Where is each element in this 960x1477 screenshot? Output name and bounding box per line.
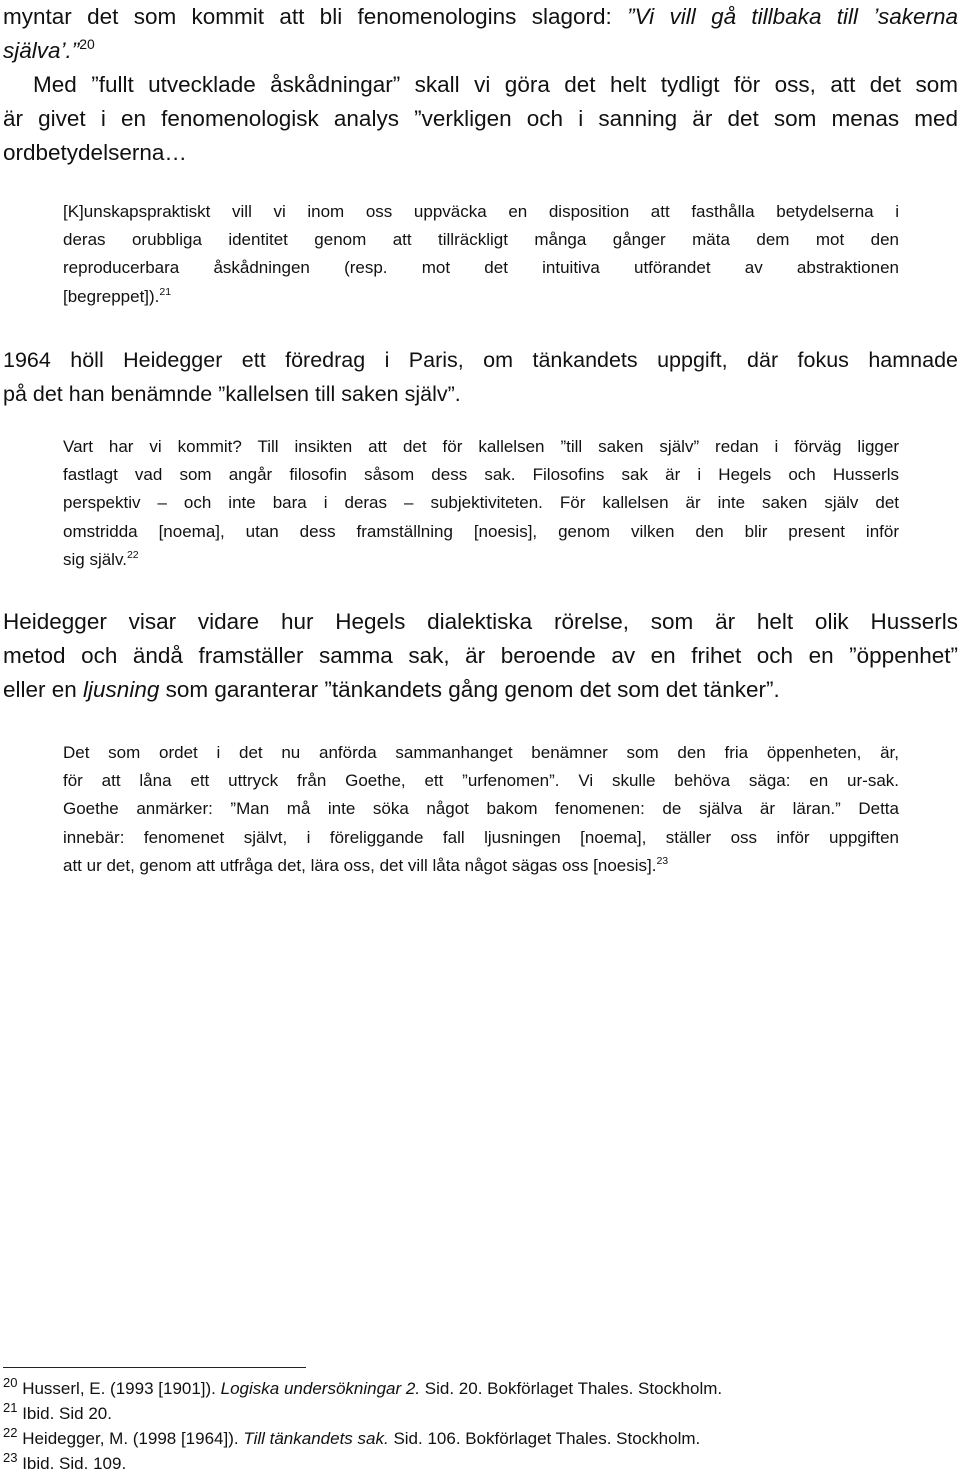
footnote-number: 22 [3, 1425, 18, 1440]
text-line [3, 673, 958, 707]
footnote-text: Sid. 20. Bokförlaget Thales. Stockholm. [420, 1379, 723, 1398]
quote-line: deras orubbliga identitet genom att tillräckligt många gånger mäta dem mot den [63, 230, 899, 250]
footnote-text: Heidegger, M. (1998 [1964]). [22, 1429, 244, 1448]
footnote-text: Sid. 106. Bokförlaget Thales. Stockholm. [388, 1429, 701, 1448]
quote-line [63, 283, 899, 311]
quote-line: för att låna ett uttryck från Goethe, ett ”urfenomen”. Vi skulle behöva säga: en ur-sak. [63, 771, 899, 791]
quote-line [63, 546, 899, 574]
footnote-ref: 23 [656, 854, 669, 867]
text-run: att ur det, genom att utfråga det, lära oss, det vill låta något sägas oss [noesis]. [63, 855, 657, 875]
text-run: som garanterar ”tänkandets gång genom det som det tänker”. [159, 677, 780, 702]
text-line [3, 0, 958, 34]
quote-line: Det som ordet i det nu anförda sammanhanget benämner som den fria öppenheten, är, [63, 743, 899, 762]
quote-line: Goethe anmärker: ”Man må inte söka något bakom fenomenen: de själva är läran.” Detta [63, 799, 899, 819]
text-line: ordbetydelserna… [3, 140, 187, 165]
intro-paragraph [3, 0, 958, 170]
text-line: metod och ändå framställer samma sak, är beroende av en frihet och en ”öppenhet” [3, 643, 958, 668]
footnote [3, 1452, 958, 1477]
footnote-number: 23 [3, 1450, 18, 1465]
block-quote [63, 433, 899, 574]
text-run: eller en [3, 677, 84, 702]
footnote [3, 1402, 958, 1427]
quote-line: perspektiv – och inte bara i deras – subjektiviteten. För kallelsen är inte saken själv det [63, 493, 899, 513]
text-line: 1964 höll Heidegger ett föredrag i Paris, om tänkandets uppgift, där fokus hamnade [3, 348, 958, 372]
text-line: Heidegger visar vidare hur Hegels dialektiska rörelse, som är helt olik Husserls [3, 609, 958, 634]
italic-quote: själva’.” [3, 38, 80, 63]
quote-line: Vart har vi kommit? Till insikten att det för kallelsen ”till saken själv” redan i förväg ligger [63, 437, 899, 456]
text-line [3, 34, 958, 68]
quote-line: omstridda [noema], utan dess framställning [noesis], genom vilken den blir present inför [63, 521, 899, 541]
text-run: [begreppet]). [63, 286, 160, 306]
body-paragraph [3, 343, 958, 411]
text-run: sig själv. [63, 549, 127, 569]
quote-line [63, 852, 899, 880]
footnote-ref: 21 [159, 285, 172, 298]
footnote-number: 21 [3, 1400, 18, 1415]
quote-line: fastlagt vad som angår filosofin såsom dess sak. Filosofins sak är i Hegels och Husserls [63, 465, 899, 485]
footnotes [3, 1377, 958, 1477]
italic-quote: ”Vi vill gå tillbaka till ’sakerna [627, 4, 958, 29]
footnote-separator [3, 1367, 306, 1368]
footnote-title: Logiska undersökningar 2. [220, 1379, 421, 1398]
quote-line: innebär: fenomenet självt, i föreliggande fall ljusningen [noema], ställer oss inför uppgiften [63, 827, 899, 847]
footnote-text: Ibid. Sid. 109. [22, 1454, 127, 1473]
text-line: på det han benämnde ”kallelsen till saken själv”. [3, 382, 461, 406]
text-line: Med ”fullt utvecklade åskådningar” skall vi göra det helt tydligt för oss, att det som [33, 72, 958, 97]
block-quote [63, 198, 899, 311]
text-line: är givet i en fenomenologisk analys ”verkligen och i sanning är det som menas med [3, 106, 958, 131]
footnote-ref: 22 [126, 548, 139, 561]
italic-term: ljusning [83, 677, 160, 702]
footnote-text: Ibid. Sid 20. [22, 1404, 112, 1423]
text-run: myntar det som kommit att bli fenomenologins slagord: [3, 4, 628, 29]
footnote-title: Till tänkandets sak. [243, 1429, 389, 1448]
footnote-ref: 20 [79, 35, 95, 52]
footnote-text: Husserl, E. (1993 [1901]). [22, 1379, 221, 1398]
quote-line: [K]unskapspraktiskt vill vi inom oss uppväcka en disposition att fasthålla betydelserna i [63, 202, 899, 221]
block-quote [63, 739, 899, 880]
body-paragraph [3, 605, 958, 707]
footnote [3, 1377, 958, 1402]
footnote-number: 20 [3, 1375, 18, 1390]
footnote [3, 1427, 958, 1452]
quote-line: reproducerbara åskådningen (resp. mot det intuitiva utförandet av abstraktionen [63, 258, 899, 278]
